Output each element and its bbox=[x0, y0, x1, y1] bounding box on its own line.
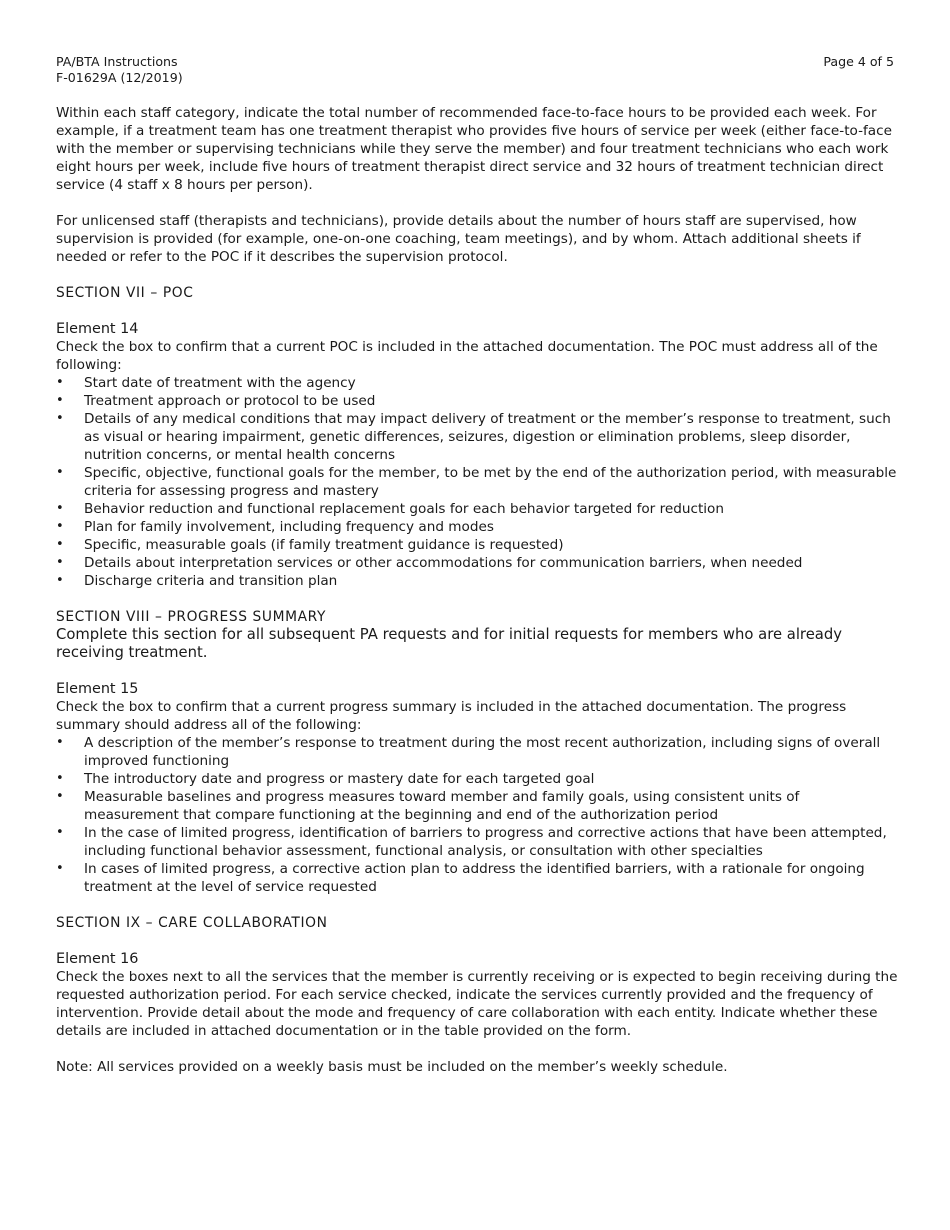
list-item: • Start date of treatment with the agency bbox=[56, 374, 898, 392]
list-item: • Behavior reduction and functional replacement goals for each behavior targeted for reduction bbox=[56, 500, 898, 518]
page-number: Page 4 of 5 bbox=[823, 54, 894, 69]
list-item: • Discharge criteria and transition plan bbox=[56, 572, 898, 590]
element-16-text: Check the boxes next to all the services that the member is currently receiving or is expected to begin receiving during the requested authorization period. For each service checked, indicate the services currently provided and the frequency of intervention. Provide detail about the mode and frequency of care collaboration with each entity. Indicate whether these details are included in attached documentation or in the table provided on the form. bbox=[56, 969, 898, 1039]
document-page bbox=[56, 54, 898, 1076]
list-item: • Details of any medical conditions that may impact delivery of treatment or the member’s response to treatment, such as visual or hearing impairment, genetic differences, seizures, digestion or elimination problems, sleep disorder, nutrition concerns, or mental health concerns bbox=[56, 410, 898, 464]
list-item: • Plan for family involvement, including frequency and modes bbox=[56, 518, 898, 536]
unlicensed-staff-paragraph: For unlicensed staff (therapists and technicians), provide details about the number of hours staff are supervised, how supervision is provided (for example, one-on-one coaching, team meetings), and by whom. Attach additional sheets if needed or refer to the POC if it describes the supervision protocol. bbox=[56, 213, 861, 265]
form-number: F-01629A (12/2019) bbox=[56, 70, 183, 85]
spacer bbox=[56, 590, 898, 608]
spacer bbox=[56, 90, 898, 104]
section-7-heading: SECTION VII – POC bbox=[56, 285, 194, 301]
page-header bbox=[56, 54, 898, 90]
list-item: • In the case of limited progress, identification of barriers to progress and corrective actions that have been attempted, including functional behavior assessment, functional analysis, or consultation with other specialties bbox=[56, 824, 898, 860]
weekly-schedule-note: Note: All services provided on a weekly basis must be included on the member’s weekly schedule. bbox=[56, 1059, 728, 1075]
spacer bbox=[56, 266, 898, 284]
form-title: PA/BTA Instructions bbox=[56, 54, 178, 69]
section-8-intro: Complete this section for all subsequent PA requests and for initial requests for members who are already receiving treatment. bbox=[56, 626, 843, 661]
poc-requirements-list bbox=[56, 374, 898, 590]
list-item: • Specific, objective, functional goals for the member, to be met by the end of the authorization period, with measurable criteria for assessing progress and mastery bbox=[56, 464, 898, 500]
section-9-heading: SECTION IX – CARE COLLABORATION bbox=[56, 915, 328, 931]
spacer bbox=[56, 1040, 898, 1058]
element-16-title: Element 16 bbox=[56, 951, 139, 967]
list-item: • Specific, measurable goals (if family treatment guidance is requested) bbox=[56, 536, 898, 554]
spacer bbox=[56, 896, 898, 914]
list-item: • The introductory date and progress or mastery date for each targeted goal bbox=[56, 770, 898, 788]
element-15-title: Element 15 bbox=[56, 681, 139, 697]
form-identification bbox=[56, 54, 183, 86]
progress-summary-requirements-list bbox=[56, 734, 898, 896]
element-14-title: Element 14 bbox=[56, 321, 139, 337]
list-item: • Details about interpretation services or other accommodations for communication barriers, when needed bbox=[56, 554, 898, 572]
element-15-text: Check the box to confirm that a current progress summary is included in the attached documentation. The progress summary should address all of the following: bbox=[56, 699, 847, 733]
list-item: • Treatment approach or protocol to be used bbox=[56, 392, 898, 410]
list-item: • A description of the member’s response to treatment during the most recent authorization, including signs of overall improved functioning bbox=[56, 734, 898, 770]
list-item: • Measurable baselines and progress measures toward member and family goals, using consistent units of measurement that compare functioning at the beginning and end of the authorization period bbox=[56, 788, 898, 824]
list-item: • In cases of limited progress, a corrective action plan to address the identified barriers, with a rationale for ongoing treatment at the level of service requested bbox=[56, 860, 898, 896]
section-8-heading: SECTION VIII – PROGRESS SUMMARY bbox=[56, 609, 326, 625]
staff-hours-paragraph: Within each staff category, indicate the total number of recommended face-to-face hours to be provided each week. For example, if a treatment team has one treatment therapist who provides five hours of service per week (either face-to-face with the member or supervising technicians while they serve the member) and four treatment technicians who each work eight hours per week, include five hours of treatment therapist direct service and 32 hours of treatment technician direct service (4 staff x 8 hours per person). bbox=[56, 105, 892, 193]
element-14-text: Check the box to confirm that a current POC is included in the attached documentation. The POC must address all of the following: bbox=[56, 339, 878, 373]
spacer bbox=[56, 932, 898, 950]
spacer bbox=[56, 194, 898, 212]
spacer bbox=[56, 302, 898, 320]
spacer bbox=[56, 662, 898, 680]
